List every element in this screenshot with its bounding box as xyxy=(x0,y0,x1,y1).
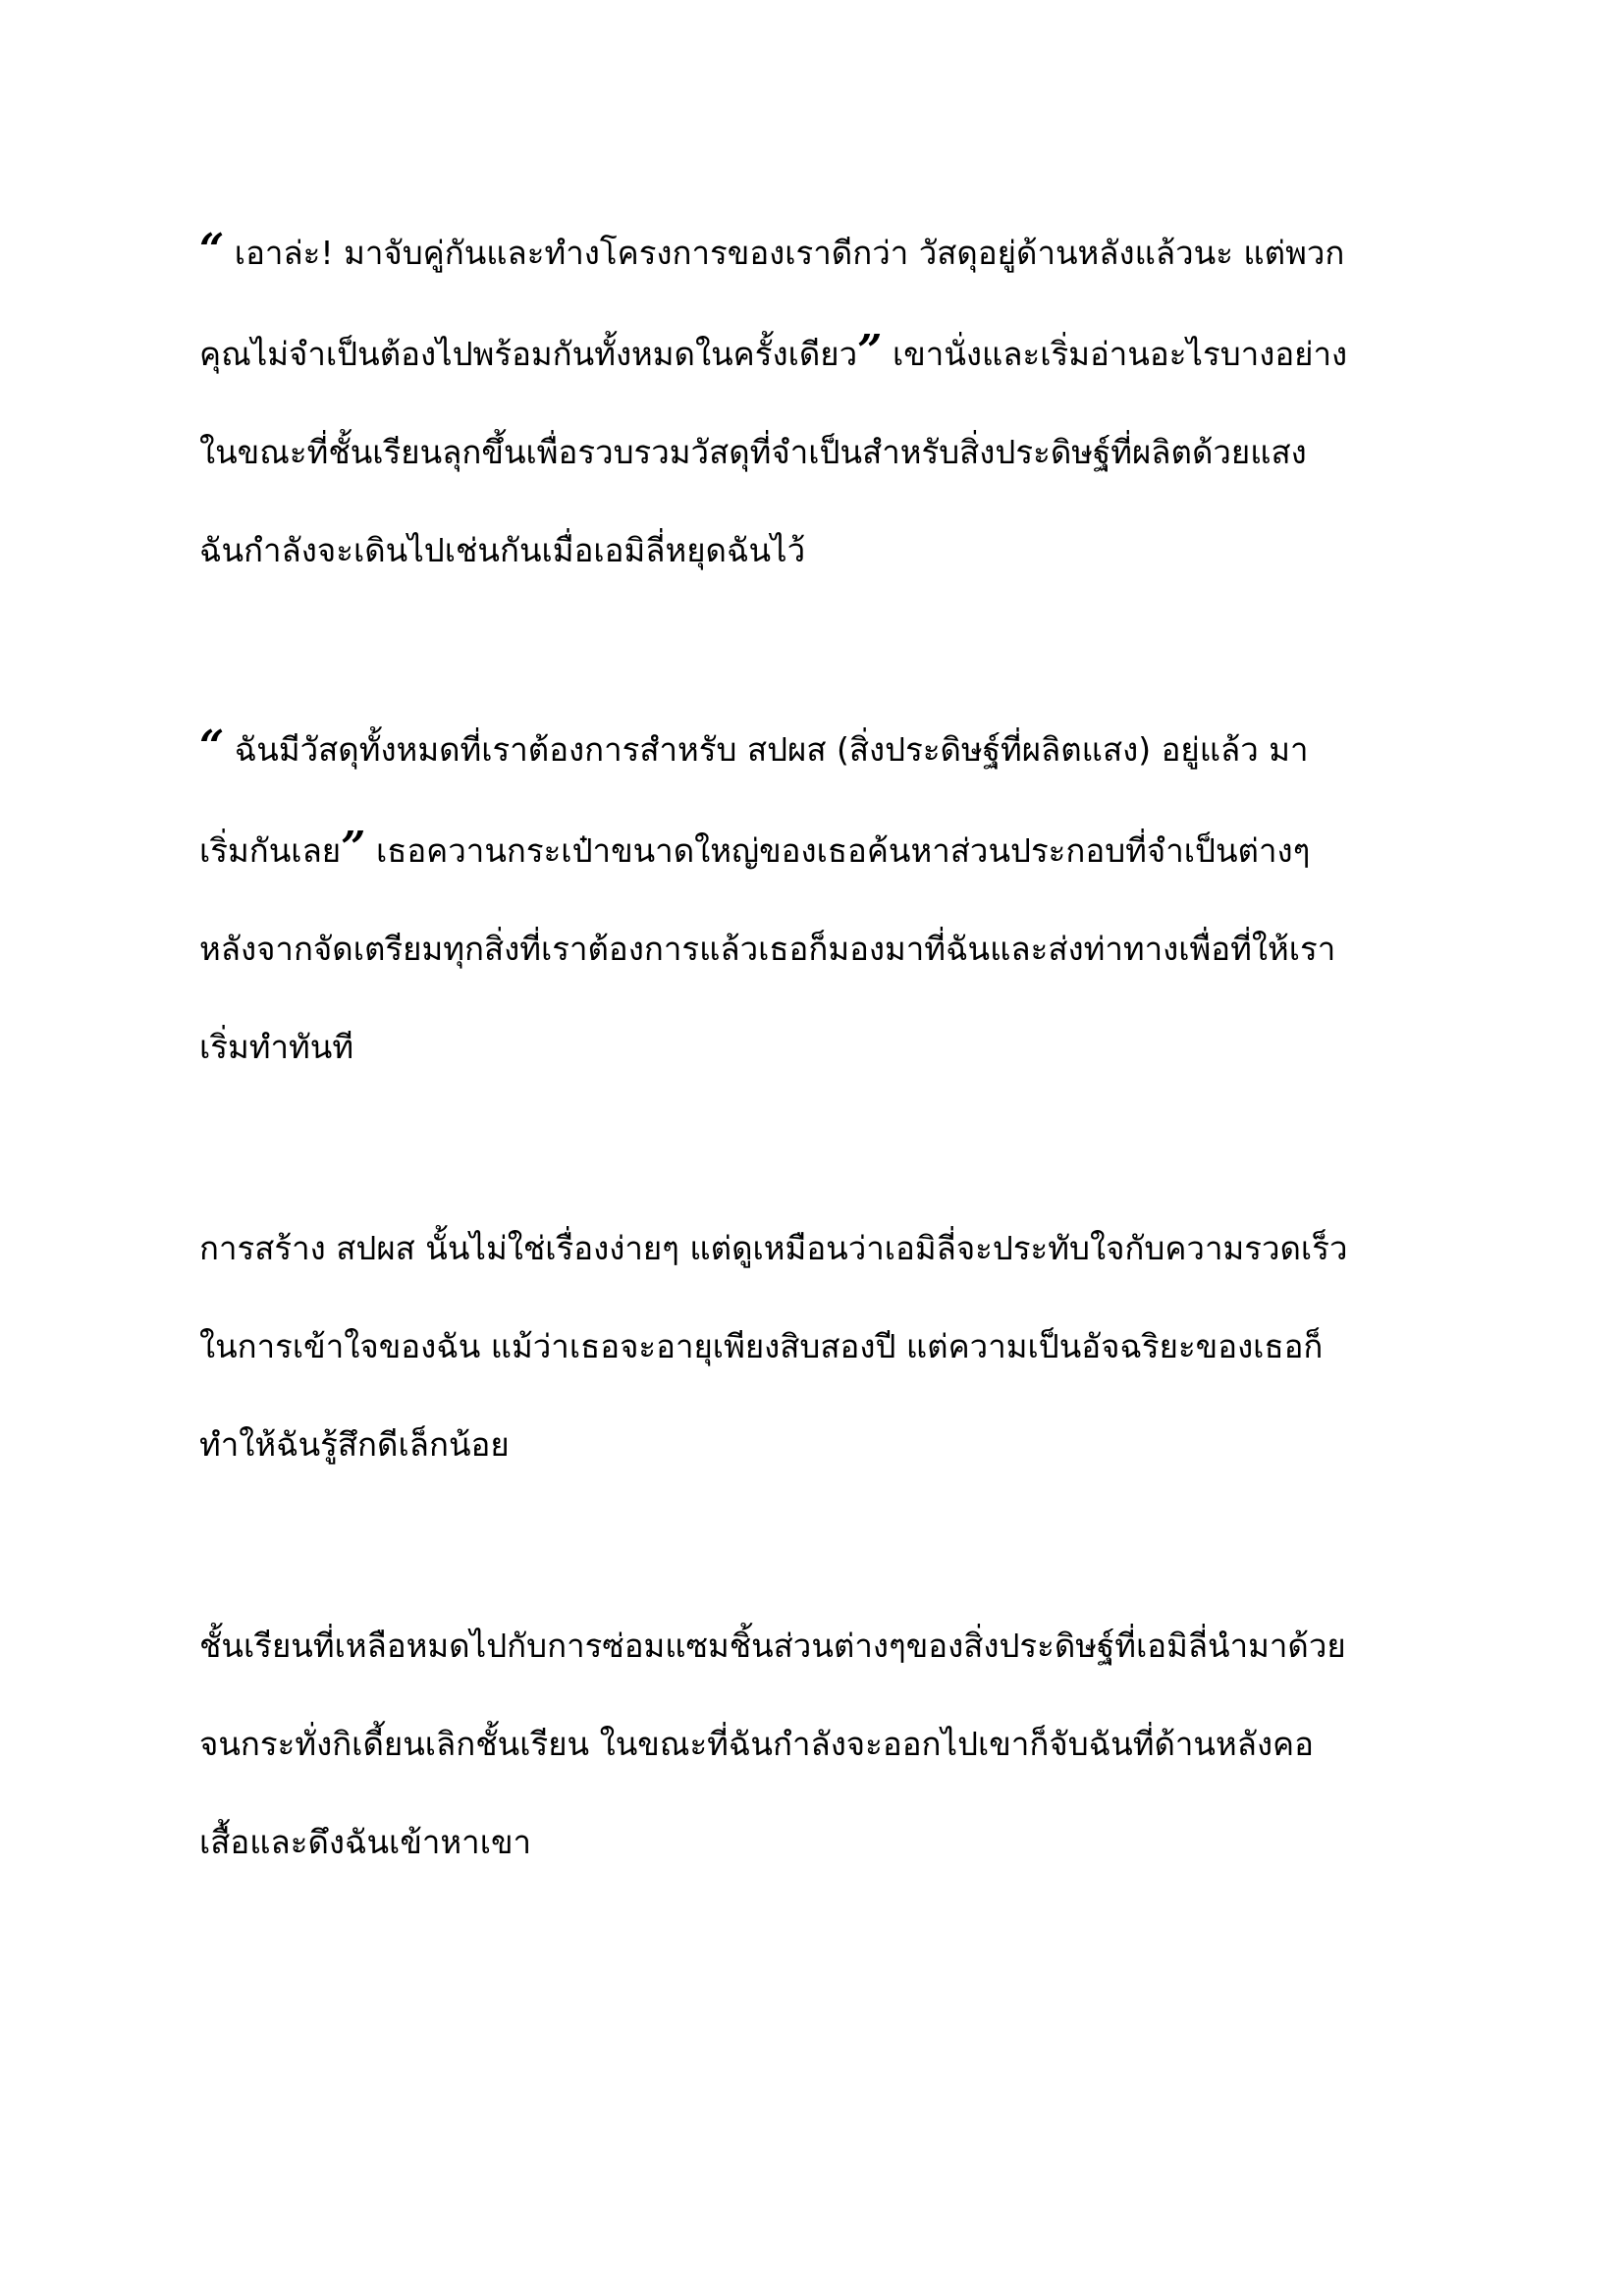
quotation-mark: “ xyxy=(199,225,225,275)
text-line: จนกระทั่งกิเดี้ยนเลิกชั้นเรียน ในขณะที่ฉันกำลังจะออกไปเขาก็จับฉันที่ด้านหลังคอ xyxy=(199,1725,1314,1763)
text-line: ในขณะที่ชั้นเรียนลุกขึ้นเพื่อรวบรวมวัสดุที่จำเป็นสำหรับสิ่งประดิษฐ์ที่ผลิตด้วยแสง xyxy=(199,433,1307,471)
text-line: “ ฉันมีวัสดุทั้งหมดที่เราต้องการสำหรับ สปผส (สิ่งประดิษฐ์ที่ผลิตแสง) อยู่แล้ว มา xyxy=(199,721,1309,772)
text-line: ฉันกำลังจะเดินไปเช่นกันเมื่อเอมิลี่หยุดฉันไว้ xyxy=(199,531,806,569)
paragraph-1 xyxy=(199,201,1436,600)
text-line: ในการเข้าใจของฉัน แม้ว่าเธอจะอายุเพียงสิบสองปี แต่ความเป็นอัจฉริยะของเธอก็ xyxy=(199,1327,1324,1365)
text-line: เริ่มกันเลย” เธอควานกระเป๋าขนาดใหญ่ของเธอค้นหาส่วนประกอบที่จำเป็นต่างๆ xyxy=(199,823,1311,873)
quotation-mark: “ xyxy=(199,721,225,772)
text-line: ทำให้ฉันรู้สึกดีเล็กน้อย xyxy=(199,1425,510,1464)
text-line: “ เอาล่ะ! มาจับคู่กันและทำงโครงการของเราดีกว่า วัสดุอยู่ด้านหลังแล้วนะ แต่พวก xyxy=(199,225,1345,275)
text-line: ชั้นเรียนที่เหลือหมดไปกับการซ่อมแซมชิ้นส่วนต่างๆของสิ่งประดิษฐ์ที่เอมิลี่นำมาด้วย xyxy=(199,1627,1346,1665)
text-line: หลังจากจัดเตรียมทุกสิ่งที่เราต้องการแล้วเธอก็มองมาที่ฉันและส่งท่าทางเพื่อที่ให้เรา xyxy=(199,930,1336,968)
text-line: คุณไม่จำเป็นต้องไปพร้อมกันทั้งหมดในครั้งเดียว” เขานั่งและเริ่มอ่านอะไรบางอย่าง xyxy=(199,326,1348,376)
text-line: เสื้อและดึงฉันเข้าหาเขา xyxy=(199,1823,532,1861)
paragraph-2 xyxy=(199,698,1436,1096)
paragraph-4 xyxy=(199,1597,1436,1892)
paragraph-3 xyxy=(199,1200,1436,1494)
quotation-mark: ” xyxy=(341,823,366,873)
text-line: การสร้าง สปผส นั้นไม่ใช่เรื่องง่ายๆ แต่ดูเหมือนว่าเอมิลี่จะประทับใจกับความรวดเร็ว xyxy=(199,1229,1348,1267)
quotation-mark: ” xyxy=(857,326,883,376)
text-line: เริ่มทำทันที xyxy=(199,1028,354,1066)
document-body xyxy=(199,201,1436,1892)
